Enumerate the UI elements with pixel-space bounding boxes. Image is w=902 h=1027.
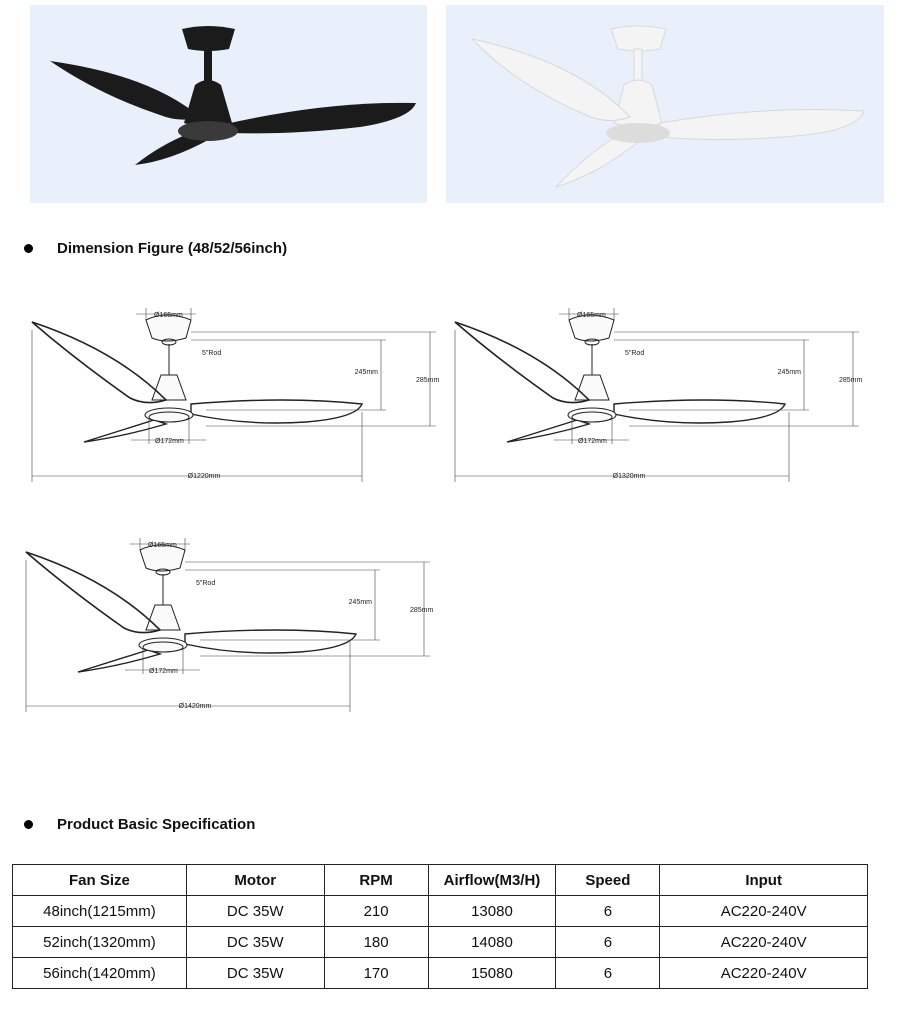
cell-input: AC220-240V [660,958,868,989]
cell-motor: DC 35W [186,958,324,989]
height-b-label: 285mm [416,377,440,384]
height-a-label: 245mm [354,369,378,376]
cell-motor: DC 35W [186,896,324,927]
header-input: Input [660,865,868,896]
light-diameter-label: Ø172mm [149,668,178,675]
cell-speed: 6 [556,896,660,927]
blade-span-label: Ø1420mm [178,703,212,710]
table-row [13,896,868,927]
white-fan-illustration [446,5,884,203]
dimension-title: Dimension Figure (48/52/56inch) [57,240,288,257]
header-speed: Speed [556,865,660,896]
cell-input: AC220-240V [660,927,868,958]
height-b-label: 285mm [410,607,434,614]
header-airflow: Airflow(M3/H) [428,865,556,896]
cell-input: AC220-240V [660,896,868,927]
height-b-label: 285mm [839,377,863,384]
spec-heading [24,816,255,833]
cell-speed: 6 [556,958,660,989]
light-diameter-label: Ø172mm [578,438,607,445]
table-row [13,958,868,989]
cell-rpm: 180 [324,927,428,958]
fan-line-drawing [26,545,356,672]
cell-fan-size: 56inch(1420mm) [13,958,187,989]
cell-rpm: 170 [324,958,428,989]
rod-length-label: 5"Rod [202,350,222,357]
fan-body [50,26,416,165]
cell-airflow: 13080 [428,896,556,927]
spec-title: Product Basic Specification [57,816,256,833]
bullet-icon [24,244,33,253]
rod-length-label: 5"Rod [625,350,645,357]
light-diameter-label: Ø172mm [155,438,184,445]
height-a-label: 245mm [777,369,801,376]
black-fan-photo [30,5,427,203]
cell-fan-size: 52inch(1320mm) [13,927,187,958]
header-rpm: RPM [324,865,428,896]
dimension-figure-48 [26,300,446,485]
bullet-icon [24,820,33,829]
dimension-figure-56 [20,530,440,725]
cell-rpm: 210 [324,896,428,927]
cell-fan-size: 48inch(1215mm) [13,896,187,927]
fan-line-drawing [32,315,362,442]
height-a-label: 245mm [348,599,372,606]
header-motor: Motor [186,865,324,896]
dimension-figure-52 [449,300,869,485]
rod-length-label: 5"Rod [196,580,216,587]
canopy-diameter-label: Ø165mm [577,312,606,319]
header-fan-size: Fan Size [13,865,187,896]
fan-body [472,26,864,187]
cell-airflow: 14080 [428,927,556,958]
dimension-lines [26,538,430,712]
spec-table [12,864,868,989]
cell-speed: 6 [556,927,660,958]
fan-line-drawing [455,315,785,442]
canopy-diameter-label: Ø165mm [148,542,177,549]
dimension-lines [32,308,436,482]
dimension-heading [24,240,287,257]
blade-span-label: Ø1320mm [612,473,646,480]
cell-motor: DC 35W [186,927,324,958]
black-fan-illustration [30,5,427,203]
table-header-row [13,865,868,896]
table-row [13,927,868,958]
blade-span-label: Ø1220mm [187,473,221,480]
white-fan-photo [446,5,884,203]
cell-airflow: 15080 [428,958,556,989]
canopy-diameter-label: Ø165mm [154,312,183,319]
dimension-lines [455,308,859,482]
